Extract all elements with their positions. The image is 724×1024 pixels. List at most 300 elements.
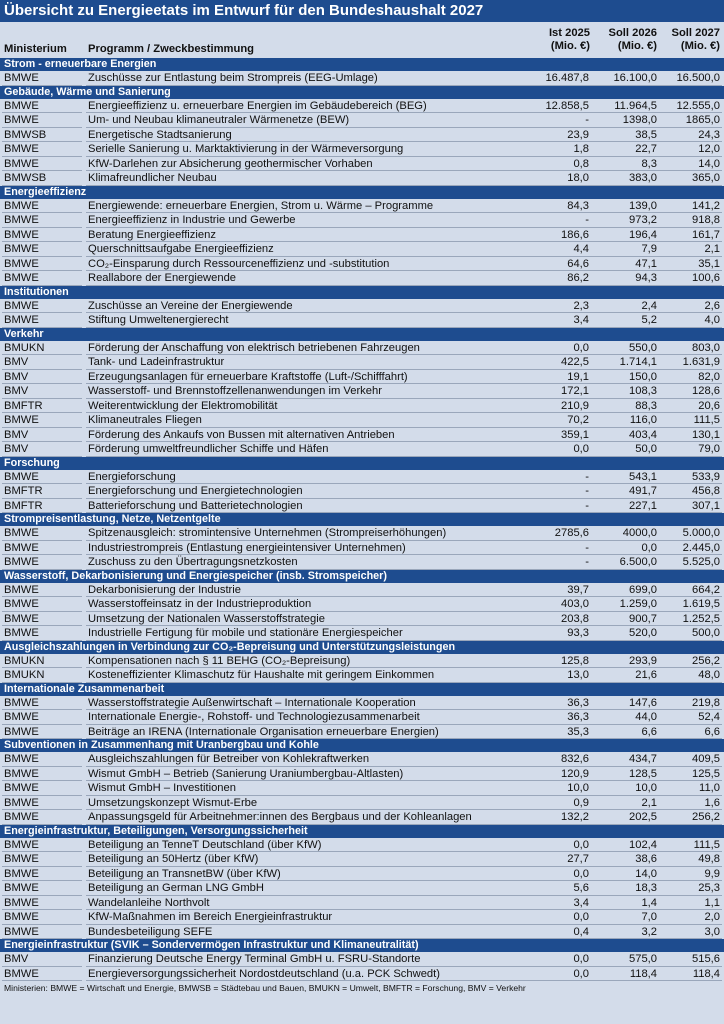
ministry-cell: BMWE — [4, 114, 39, 126]
soll-2026-cell: 94,3 — [635, 272, 657, 284]
table-row — [0, 555, 724, 570]
ministry-cell: BMWE — [4, 470, 39, 483]
table-row — [0, 612, 724, 627]
table-row — [0, 781, 724, 796]
ministry-cell: BMWE — [4, 627, 39, 639]
ist-2025-cell: - — [585, 485, 589, 497]
soll-2027-cell: 125,5 — [692, 767, 720, 780]
table-row — [0, 228, 724, 243]
table-row — [0, 384, 724, 399]
section-header: Energieinfrastruktur (SVIK – Sondervermögen Infrastruktur und Klimaneutralität) — [0, 939, 724, 952]
table-row — [0, 767, 724, 782]
soll-2026-cell: 2,4 — [641, 299, 657, 312]
program-cell: Förderung des Ankaufs von Bussen mit alternativen Antrieben — [88, 428, 395, 441]
program-cell: Finanzierung Deutsche Energy Terminal GmbH u. FSRU-Standorte — [88, 953, 421, 965]
soll-2027-cell: 49,8 — [698, 853, 720, 865]
table-row — [0, 541, 724, 556]
program-cell: Umsetzung der Nationalen Wasserstoffstrategie — [88, 612, 325, 625]
ist-2025-cell: - — [585, 114, 589, 126]
program-cell: Kosteneffizienter Klimaschutz für Haushalte mit geringem Einkommen — [88, 669, 435, 681]
ist-2025-cell: 359,1 — [561, 428, 589, 441]
ist-2025-cell: 125,8 — [561, 654, 589, 667]
soll-2026-cell: 434,7 — [629, 753, 657, 765]
soll-2026-cell: 147,6 — [629, 696, 657, 709]
ist-2025-cell: 0,0 — [573, 867, 589, 880]
soll-2026-cell: 22,7 — [635, 143, 657, 155]
ist-2025-cell: 3,4 — [573, 314, 589, 326]
ministry-cell: BMV — [4, 385, 29, 397]
program-cell: Beteiligung an TransnetBW (über KfW) — [88, 867, 281, 880]
program-cell: KfW-Maßnahmen im Bereich Energieinfrastruktur — [88, 911, 333, 923]
program-cell: Umsetzungskonzept Wismut-Erbe — [88, 796, 258, 809]
ministry-cell: BMWE — [4, 782, 39, 794]
soll-2026-cell: 38,5 — [635, 128, 657, 141]
soll-2026-cell: 6,6 — [641, 725, 657, 738]
table-row — [0, 752, 724, 767]
section-header: Energieinfrastruktur, Beteiligungen, Versorgungssicherheit — [0, 825, 724, 838]
ist-2025-cell: 832,6 — [561, 753, 589, 765]
soll-2026-cell: 11.964,5 — [614, 99, 657, 112]
table-row — [0, 257, 724, 272]
program-cell: Internationale Energie-, Rohstoff- und Technologiezusammenarbeit — [88, 711, 420, 723]
soll-2027-cell: 365,0 — [692, 172, 720, 184]
ist-2025-cell: 35,3 — [567, 725, 589, 738]
soll-2027-cell: 2,0 — [704, 911, 720, 923]
table-row — [0, 654, 724, 669]
ministry-cell: BMWE — [4, 143, 39, 155]
ministry-cell: BMWE — [4, 257, 39, 270]
ministry-cell: BMUKN — [4, 341, 45, 354]
soll-2026-cell: 44,0 — [635, 711, 657, 723]
soll-2026-cell: 196,4 — [629, 228, 657, 241]
soll-2027-cell: 100,6 — [692, 272, 720, 284]
section-header: Subventionen in Zusammenhang mit Uranbergbau und Kohle — [0, 739, 724, 752]
section-header: Wasserstoff, Dekarbonisierung und Energiespeicher (insb. Stromspeicher) — [0, 570, 724, 583]
footnote-ministries: Ministerien: BMWE = Wirtschaft und Energie, BMWSB = Städtebau und Bauen, BMUKN = Umwelt, BMFTR = Forschung, BMV = Verkehr — [4, 983, 526, 993]
program-cell: Wismut GmbH – Investitionen — [88, 782, 236, 794]
ist-2025-cell: 0,0 — [573, 911, 589, 923]
ist-2025-cell: 210,9 — [561, 399, 589, 412]
table-row — [0, 99, 724, 114]
program-cell: Energetische Stadtsanierung — [88, 128, 232, 141]
program-cell: Energieforschung — [88, 470, 176, 483]
ist-2025-cell: 13,0 — [567, 669, 589, 681]
soll-2026-cell: 293,9 — [629, 654, 657, 667]
section-header: Internationale Zusammenarbeit — [0, 683, 724, 696]
ist-2025-cell: 19,1 — [567, 370, 589, 383]
soll-2027-cell: 1.252,5 — [682, 612, 720, 625]
program-cell: Förderung umweltfreundlicher Schiffe und Häfen — [88, 443, 329, 455]
ministry-cell: BMWE — [4, 882, 39, 894]
program-cell: Industriestrompreis (Entlastung energieintensiver Unternehmen) — [88, 541, 406, 554]
ist-2025-cell: 120,9 — [561, 767, 589, 780]
soll-2027-cell: 803,0 — [692, 341, 720, 354]
header-soll-2027-unit: (Mio. €) — [680, 40, 720, 52]
ministry-cell: BMWE — [4, 527, 39, 539]
soll-2026-cell: 7,9 — [641, 243, 657, 255]
table-row — [0, 597, 724, 612]
table-row — [0, 242, 724, 257]
soll-2026-cell: 6.500,0 — [619, 556, 657, 568]
soll-2026-cell: 50,0 — [635, 443, 657, 455]
ist-2025-cell: 403,0 — [561, 598, 589, 610]
header-soll-2026-unit: (Mio. €) — [617, 40, 657, 52]
soll-2027-cell: 24,3 — [698, 128, 720, 141]
soll-2027-cell: 3,0 — [704, 925, 720, 938]
table-row — [0, 499, 724, 514]
ist-2025-cell: 70,2 — [567, 414, 589, 426]
soll-2027-cell: 2,6 — [704, 299, 720, 312]
soll-2026-cell: 1,4 — [641, 896, 657, 909]
ist-2025-cell: 23,9 — [567, 128, 589, 141]
ministry-cell: BMWE — [4, 838, 39, 851]
table-row — [0, 442, 724, 457]
section-header: Energieeffizienz — [0, 186, 724, 199]
soll-2026-cell: 16.100,0 — [613, 72, 657, 84]
ministry-cell: BMUKN — [4, 654, 45, 667]
ist-2025-cell: 27,7 — [567, 853, 589, 865]
soll-2027-cell: 14,0 — [698, 157, 720, 170]
table-body — [0, 58, 724, 981]
section-header: Strompreisentlastung, Netze, Netzentgelte — [0, 513, 724, 526]
soll-2027-cell: 82,0 — [698, 370, 720, 383]
soll-2026-cell: 575,0 — [629, 953, 657, 965]
ministry-cell: BMWSB — [4, 128, 47, 141]
soll-2027-cell: 9,9 — [704, 867, 720, 880]
soll-2026-cell: 139,0 — [629, 199, 657, 212]
table-row — [0, 810, 724, 825]
ist-2025-cell: 10,0 — [567, 782, 589, 794]
table-row — [0, 526, 724, 541]
program-cell: Energieforschung und Energietechnologien — [88, 485, 303, 497]
ministry-cell: BMWE — [4, 583, 39, 596]
table-row — [0, 867, 724, 882]
ministry-cell: BMWE — [4, 853, 39, 865]
ministry-cell: BMWE — [4, 925, 39, 938]
ministry-cell: BMWE — [4, 711, 39, 723]
ministry-cell: BMWE — [4, 796, 39, 809]
soll-2026-cell: 18,3 — [635, 882, 657, 894]
section-header: Ausgleichszahlungen in Verbindung zur CO₂-Bepreisung und Unterstützungsleistungen — [0, 641, 724, 654]
soll-2026-cell: 4000,0 — [622, 527, 657, 539]
soll-2026-cell: 47,1 — [635, 257, 657, 270]
ministry-cell: BMWE — [4, 214, 39, 226]
soll-2026-cell: 5,2 — [641, 314, 657, 326]
header-soll-2027 — [664, 27, 720, 53]
soll-2026-cell: 10,0 — [635, 782, 657, 794]
program-cell: Beteiligung an 50Hertz (über KfW) — [88, 853, 259, 865]
table-row — [0, 213, 724, 228]
ministry-cell: BMFTR — [4, 485, 43, 497]
soll-2026-cell: 227,1 — [629, 499, 657, 512]
table-row — [0, 399, 724, 414]
soll-2026-cell: 38,6 — [635, 853, 657, 865]
program-cell: Stiftung Umweltenergierecht — [88, 314, 229, 326]
soll-2027-cell: 79,0 — [698, 443, 720, 455]
program-cell: Wasserstoff- und Brennstoffzellenanwendungen im Verkehr — [88, 385, 382, 397]
ministry-cell: BMUKN — [4, 669, 45, 681]
soll-2027-cell: 4,0 — [704, 314, 720, 326]
table-row — [0, 967, 724, 982]
program-cell: Spitzenausgleich: stromintensive Unternehmen (Strompreiserhöhungen) — [88, 527, 447, 539]
ministry-cell: BMWE — [4, 72, 39, 84]
table-row — [0, 271, 724, 286]
program-cell: Energieeffizienz u. erneuerbare Energien im Gebäudebereich (BEG) — [88, 99, 427, 112]
header-soll-2026-year: Soll 2026 — [608, 27, 657, 39]
section-header: Verkehr — [0, 328, 724, 341]
table-row — [0, 910, 724, 925]
soll-2027-cell: 2,1 — [704, 243, 720, 255]
ministry-cell: BMWE — [4, 598, 39, 610]
ministry-cell: BMWE — [4, 612, 39, 625]
program-cell: Anpassungsgeld für Arbeitnehmer:innen des Bergbaus und der Kohleanlagen — [88, 811, 472, 823]
program-cell: Klimaneutrales Fliegen — [88, 414, 202, 426]
soll-2026-cell: 3,2 — [641, 925, 657, 938]
soll-2027-cell: 16.500,0 — [676, 72, 720, 84]
ministry-cell: BMWE — [4, 911, 39, 923]
table-row — [0, 852, 724, 867]
program-cell: Wasserstoffeinsatz in der Industrieproduktion — [88, 598, 312, 610]
soll-2027-cell: 141,2 — [692, 199, 720, 212]
soll-2027-cell: 307,1 — [692, 499, 720, 512]
ist-2025-cell: 18,0 — [567, 172, 589, 184]
ist-2025-cell: 86,2 — [567, 272, 589, 284]
table-row — [0, 925, 724, 940]
ministry-cell: BMWE — [4, 272, 39, 284]
soll-2027-cell: 456,8 — [692, 485, 720, 497]
ministry-cell: BMWE — [4, 967, 39, 980]
ist-2025-cell: - — [585, 470, 589, 483]
ist-2025-cell: 132,2 — [561, 811, 589, 823]
soll-2026-cell: 128,5 — [629, 767, 657, 780]
soll-2026-cell: 1.714,1 — [619, 356, 657, 368]
soll-2026-cell: 520,0 — [629, 627, 657, 639]
ministry-cell: BMWE — [4, 314, 39, 326]
section-header: Institutionen — [0, 286, 724, 299]
table-row — [0, 881, 724, 896]
soll-2027-cell: 256,2 — [692, 654, 720, 667]
ministry-cell: BMWE — [4, 243, 39, 255]
ist-2025-cell: 0,0 — [573, 838, 589, 851]
program-cell: Zuschüsse zur Entlastung beim Strompreis (EEG-Umlage) — [88, 72, 378, 84]
ist-2025-cell: 39,7 — [567, 583, 589, 596]
ist-2025-cell: 12.858,5 — [545, 99, 589, 112]
soll-2027-cell: 12.555,0 — [676, 99, 720, 112]
ministry-cell: BMWE — [4, 199, 39, 212]
program-cell: Reallabore der Energiewende — [88, 272, 237, 284]
ministry-cell: BMWE — [4, 753, 39, 765]
ist-2025-cell: 36,3 — [567, 696, 589, 709]
table-row — [0, 370, 724, 385]
soll-2027-cell: 409,5 — [692, 753, 720, 765]
ist-2025-cell: 0,0 — [573, 967, 589, 980]
ministry-cell: BMFTR — [4, 499, 43, 512]
soll-2027-cell: 130,1 — [692, 428, 720, 441]
program-cell: Zuschüsse an Vereine der Energiewende — [88, 299, 293, 312]
soll-2027-cell: 1865,0 — [685, 114, 720, 126]
table-row — [0, 952, 724, 967]
ministry-cell: BMWSB — [4, 172, 47, 184]
ist-2025-cell: 203,8 — [561, 612, 589, 625]
program-cell: Energieeffizienz in Industrie und Gewerbe — [88, 214, 296, 226]
soll-2026-cell: 550,0 — [629, 341, 657, 354]
table-row — [0, 157, 724, 172]
table-row — [0, 142, 724, 157]
ist-2025-cell: 0,9 — [573, 796, 589, 809]
ist-2025-cell: 4,4 — [573, 243, 589, 255]
program-cell: Förderung der Anschaffung von elektrisch betriebenen Fahrzeugen — [88, 341, 420, 354]
table-row — [0, 668, 724, 683]
soll-2027-cell: 1.631,9 — [682, 356, 720, 368]
ist-2025-cell: 422,5 — [561, 356, 589, 368]
program-cell: Serielle Sanierung u. Marktaktivierung in der Wärmeversorgung — [88, 143, 404, 155]
soll-2026-cell: 699,0 — [629, 583, 657, 596]
soll-2027-cell: 111,5 — [693, 414, 720, 426]
table-row — [0, 299, 724, 314]
soll-2026-cell: 102,4 — [629, 838, 657, 851]
soll-2026-cell: 108,3 — [629, 385, 657, 397]
header-soll-2026 — [597, 27, 657, 53]
ministry-cell: BMV — [4, 428, 29, 441]
program-cell: Wasserstoffstrategie Außenwirtschaft – Internationale Kooperation — [88, 696, 416, 709]
table-row — [0, 171, 724, 186]
soll-2026-cell: 0,0 — [641, 541, 657, 554]
table-row — [0, 710, 724, 725]
program-cell: Beteiligung an TenneT Deutschland (über KfW) — [88, 838, 322, 851]
ist-2025-cell: - — [585, 499, 589, 512]
soll-2027-cell: 25,3 — [698, 882, 720, 894]
program-cell: Erzeugungsanlagen für erneuerbare Kraftstoffe (Luft-/Schifffahrt) — [88, 370, 408, 383]
soll-2027-cell: 6,6 — [704, 725, 720, 738]
ist-2025-cell: 16.487,8 — [545, 72, 589, 84]
soll-2027-cell: 5.000,0 — [682, 527, 720, 539]
table-row — [0, 113, 724, 128]
soll-2027-cell: 128,6 — [692, 385, 720, 397]
soll-2026-cell: 973,2 — [629, 214, 657, 226]
program-cell: Wismut GmbH – Betrieb (Sanierung Uraniumbergbau-Altlasten) — [88, 767, 404, 780]
soll-2026-cell: 116,0 — [629, 414, 657, 426]
table-row — [0, 470, 724, 485]
program-cell: Klimafreundlicher Neubau — [88, 172, 217, 184]
soll-2027-cell: 35,1 — [698, 257, 720, 270]
header-ist-2025-year: Ist 2025 — [548, 27, 590, 39]
ministry-cell: BMWE — [4, 556, 39, 568]
soll-2026-cell: 1398,0 — [622, 114, 657, 126]
ministry-cell: BMWE — [4, 99, 39, 112]
ministry-cell: BMV — [4, 370, 29, 383]
program-cell: Ausgleichszahlungen für Betreiber von Kohlekraftwerken — [88, 753, 370, 765]
soll-2027-cell: 664,2 — [692, 583, 720, 596]
soll-2027-cell: 500,0 — [692, 627, 720, 639]
ist-2025-cell: 0,0 — [573, 953, 589, 965]
soll-2026-cell: 150,0 — [629, 370, 657, 383]
program-cell: Energiewende: erneuerbare Energien, Strom u. Wärme – Programme — [88, 199, 434, 212]
table-row — [0, 796, 724, 811]
table-row — [0, 725, 724, 740]
program-cell: Um- und Neubau klimaneutraler Wärmenetze (BEW) — [88, 114, 350, 126]
ministry-cell: BMWE — [4, 414, 39, 426]
ist-2025-cell: 84,3 — [567, 199, 589, 212]
soll-2027-cell: 52,4 — [698, 711, 720, 723]
soll-2026-cell: 403,4 — [629, 428, 657, 441]
soll-2027-cell: 2.445,0 — [682, 541, 720, 554]
ministry-cell: BMWE — [4, 867, 39, 880]
header-program: Programm / Zweckbestimmung — [88, 43, 254, 55]
soll-2027-cell: 533,9 — [692, 470, 720, 483]
soll-2026-cell: 118,4 — [629, 967, 657, 980]
program-cell: Beteiligung an German LNG GmbH — [88, 882, 264, 894]
ist-2025-cell: 0,4 — [573, 925, 589, 938]
soll-2026-cell: 543,1 — [629, 470, 657, 483]
soll-2026-cell: 2,1 — [641, 796, 657, 809]
soll-2026-cell: 1.259,0 — [619, 598, 657, 610]
page-title: Übersicht zu Energieetats im Entwurf für den Bundeshaushalt 2027 — [0, 0, 724, 22]
soll-2026-cell: 900,7 — [629, 612, 657, 625]
table-row — [0, 484, 724, 499]
ministry-cell: BMWE — [4, 157, 39, 170]
table-row — [0, 128, 724, 143]
soll-2027-cell: 918,8 — [692, 214, 720, 226]
soll-2026-cell: 7,0 — [641, 911, 657, 923]
table-row — [0, 896, 724, 911]
table-row — [0, 696, 724, 711]
program-cell: Industrielle Fertigung für mobile und stationäre Energiespeicher — [88, 627, 403, 639]
ministry-cell: BMWE — [4, 725, 39, 738]
program-cell: Weiterentwicklung der Elektromobilität — [88, 399, 278, 412]
table-row — [0, 428, 724, 443]
soll-2027-cell: 20,6 — [698, 399, 720, 412]
ministry-cell: BMWE — [4, 541, 39, 554]
program-cell: CO₂-Einsparung durch Ressourceneffizienz und -substitution — [88, 257, 390, 270]
ministry-cell: BMFTR — [4, 399, 43, 412]
section-header: Forschung — [0, 457, 724, 470]
ministry-cell: BMV — [4, 953, 29, 965]
soll-2026-cell: 8,3 — [641, 157, 657, 170]
soll-2027-cell: 12,0 — [698, 143, 720, 155]
soll-2027-cell: 1.619,5 — [682, 598, 720, 610]
table-row — [0, 626, 724, 641]
ist-2025-cell: 2,3 — [573, 299, 589, 312]
ministry-cell: BMV — [4, 356, 29, 368]
ministry-cell: BMWE — [4, 767, 39, 780]
soll-2027-cell: 1,1 — [704, 896, 720, 909]
soll-2027-cell: 111,5 — [693, 838, 720, 851]
soll-2026-cell: 491,7 — [629, 485, 657, 497]
soll-2026-cell: 21,6 — [635, 669, 657, 681]
soll-2026-cell: 383,0 — [629, 172, 657, 184]
soll-2027-cell: 161,7 — [692, 228, 720, 241]
soll-2027-cell: 118,4 — [692, 967, 720, 980]
program-cell: Zuschuss zu den Übertragungsnetzkosten — [88, 556, 298, 568]
program-cell: Beratung Energieeffizienz — [88, 228, 216, 241]
ministry-cell: BMWE — [4, 896, 39, 909]
table-row — [0, 313, 724, 328]
section-header: Gebäude, Wärme und Sanierung — [0, 86, 724, 99]
ist-2025-cell: 2785,6 — [554, 527, 589, 539]
table-row — [0, 413, 724, 428]
ist-2025-cell: 3,4 — [573, 896, 589, 909]
table-row — [0, 199, 724, 214]
soll-2027-cell: 515,6 — [692, 953, 720, 965]
ministry-cell: BMV — [4, 443, 29, 455]
soll-2027-cell: 1,6 — [704, 796, 720, 809]
program-cell: Dekarbonisierung der Industrie — [88, 583, 241, 596]
program-cell: Querschnittsaufgabe Energieeffizienz — [88, 243, 274, 255]
ministry-cell: BMWE — [4, 299, 39, 312]
ist-2025-cell: 93,3 — [567, 627, 589, 639]
program-cell: KfW-Darlehen zur Absicherung geothermischer Vorhaben — [88, 157, 373, 170]
table-row — [0, 341, 724, 356]
